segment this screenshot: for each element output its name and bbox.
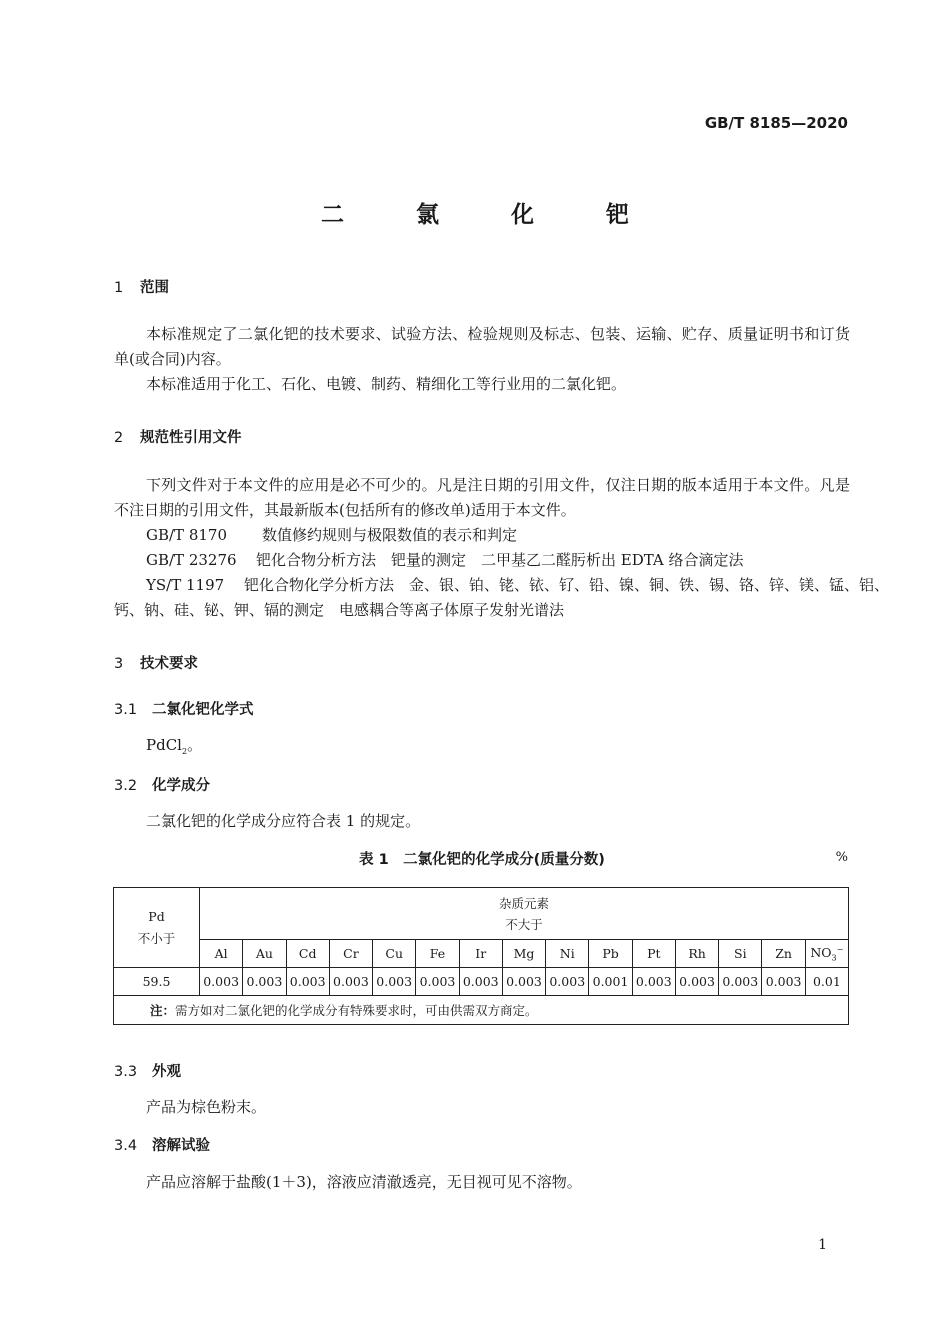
section-title: 范围 <box>140 280 169 296</box>
paragraph: 产品为棕色粉末。 <box>146 1098 267 1116</box>
element-header: Cr <box>329 940 372 968</box>
table-unit: % <box>835 850 848 865</box>
impurity-header-cell <box>200 888 849 940</box>
value-cell: 0.003 <box>546 968 589 996</box>
element-header: Rh <box>675 940 718 968</box>
section-3-2-heading <box>114 774 210 795</box>
reference-code: GB/T 8170 <box>146 526 228 544</box>
nitrate-main: NO <box>810 944 832 960</box>
pd-header-cell <box>114 888 200 968</box>
normative-reference <box>146 523 517 548</box>
standard-number: GB/T 8185—2020 <box>704 114 848 132</box>
pd-header-label: Pd <box>148 908 165 924</box>
value-cell: 0.003 <box>632 968 675 996</box>
paragraph: 二氯化钯的化学成分应符合表 1 的规定。 <box>146 812 421 830</box>
element-header: Fe <box>416 940 459 968</box>
value-cell: 0.003 <box>719 968 762 996</box>
paragraph: 下列文件对于本文件的应用是必不可少的。凡是注日期的引用文件，仅注日期的版本适用于本文件。凡是不注日期的引用文件，其最新版本(包括所有的修改单)适用于本文件。 <box>114 476 850 519</box>
table-note <box>114 996 849 1025</box>
impurity-header-qualifier: 不大于 <box>505 916 543 932</box>
section-3-3-heading <box>114 1060 181 1081</box>
section-title: 技术要求 <box>140 656 198 672</box>
chemical-formula <box>146 733 202 764</box>
value-cell: 0.003 <box>502 968 545 996</box>
formula-main: PdCl <box>146 736 182 754</box>
nitrate-subscript: 3 <box>831 953 837 963</box>
element-header: Pt <box>632 940 675 968</box>
section-title: 化学成分 <box>152 778 210 794</box>
section-title: 二氯化钯化学式 <box>152 702 254 718</box>
value-cell: 0.003 <box>200 968 243 996</box>
reference-code: YS/T 1197 <box>146 576 225 594</box>
normative-reference <box>146 548 744 573</box>
element-header: Cu <box>373 940 416 968</box>
value-cell: 0.003 <box>416 968 459 996</box>
pd-header-qualifier: 不小于 <box>137 930 176 946</box>
element-header: Al <box>200 940 243 968</box>
value-cell: 0.003 <box>243 968 286 996</box>
table-header-row <box>114 888 849 940</box>
paragraph: 本标准适用于化工、石化、电镀、制药、精细化工等行业用的二氯化钯。 <box>146 375 627 393</box>
note-text: 需方如对二氯化钯的化学成分有特殊要求时，可由供需双方商定。 <box>175 1003 538 1018</box>
table-caption: 表 1 二氯化钯的化学成分(质量分数) <box>359 852 605 868</box>
paragraph: 本标准规定了二氯化钯的技术要求、试验方法、检验规则及标志、包装、运输、贮存、质量证明书和订货单(或合同)内容。 <box>114 325 850 368</box>
element-header: Mg <box>502 940 545 968</box>
value-cell: 0.003 <box>675 968 718 996</box>
section-1-heading <box>114 276 169 297</box>
section-2-heading <box>114 426 242 447</box>
section-number: 3.1 <box>114 702 138 718</box>
section-3-4-heading <box>114 1134 210 1155</box>
value-cell: 0.003 <box>762 968 805 996</box>
section-number: 3.4 <box>114 1138 138 1154</box>
element-header-nitrate <box>805 940 848 968</box>
pd-value-cell: 59.5 <box>114 968 200 996</box>
value-cell: 0.003 <box>373 968 416 996</box>
nitrate-charge: − <box>836 944 844 954</box>
reference-title: 钯化合物化学分析方法 金、银、铂、铑、铱、钌、铅、镍、铜、铁、锡、铬、锌、镁、锰、铝、 <box>244 576 890 594</box>
section-title: 规范性引用文件 <box>140 430 242 446</box>
value-cell: 0.001 <box>589 968 632 996</box>
element-header: Cd <box>286 940 329 968</box>
normative-reference <box>146 573 889 598</box>
element-header: Si <box>719 940 762 968</box>
reference-title-continued: 钙、钠、硅、铋、钾、镉的测定 电感耦合等离子体原子发射光谱法 <box>114 601 565 619</box>
value-cell: 0.003 <box>459 968 502 996</box>
formula-end: 。 <box>187 736 203 754</box>
section-number: 3 <box>114 656 124 672</box>
element-header: Zn <box>762 940 805 968</box>
section-3-1-heading <box>114 698 254 719</box>
section-number: 1 <box>114 280 124 296</box>
element-header: Pb <box>589 940 632 968</box>
element-header-row <box>114 940 849 968</box>
section-3-heading <box>114 652 198 673</box>
section-title: 溶解试验 <box>152 1138 210 1154</box>
note-label: 注： <box>150 1003 176 1018</box>
element-header: Ir <box>459 940 502 968</box>
value-cell: 0.003 <box>329 968 372 996</box>
paragraph: 产品应溶解于盐酸(1＋3)，溶液应清澈透亮，无目视可见不溶物。 <box>146 1173 582 1191</box>
value-cell: 0.003 <box>286 968 329 996</box>
page-number: 1 <box>818 1237 827 1253</box>
element-header: Au <box>243 940 286 968</box>
impurity-header-label: 杂质元素 <box>498 895 549 911</box>
composition-table <box>113 887 849 1025</box>
section-number: 3.2 <box>114 778 138 794</box>
reference-title: 数值修约规则与极限数值的表示和判定 <box>262 526 518 544</box>
section-number: 2 <box>114 430 124 446</box>
value-cell: 0.01 <box>805 968 848 996</box>
reference-code: GB/T 23276 <box>146 551 237 569</box>
formula-subscript: 2 <box>181 747 188 756</box>
reference-title: 钯化合物分析方法 钯量的测定 二甲基乙二醛肟析出 EDTA 络合滴定法 <box>256 551 744 569</box>
section-title: 外观 <box>152 1064 181 1080</box>
value-row <box>114 968 849 996</box>
note-row <box>114 996 849 1025</box>
section-number: 3.3 <box>114 1064 138 1080</box>
element-header: Ni <box>546 940 589 968</box>
document-title: 二 氯 化 钯 <box>320 202 662 228</box>
